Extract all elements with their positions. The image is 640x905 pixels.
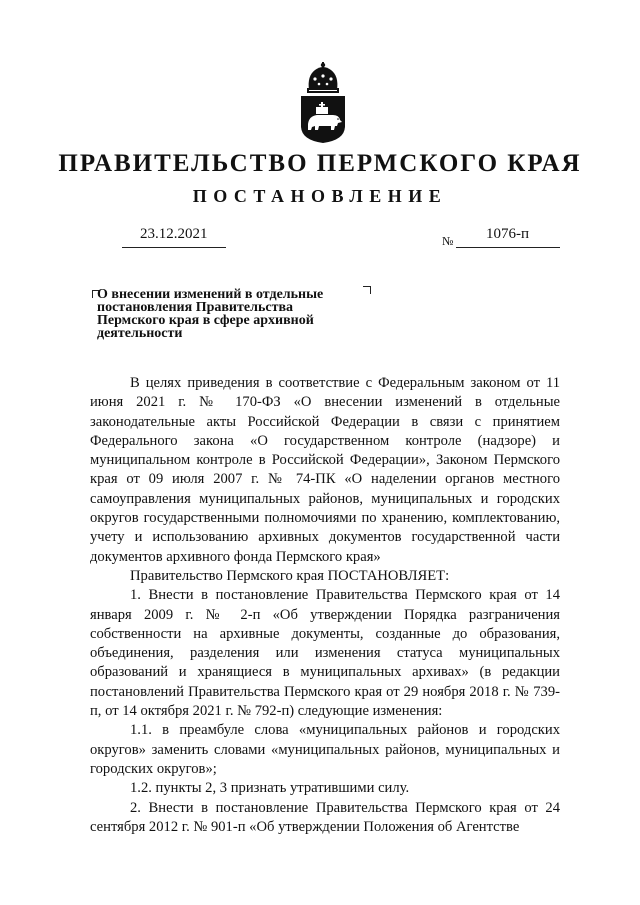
date-underline <box>122 247 226 248</box>
document-body <box>90 374 560 837</box>
number-label: № <box>442 234 454 248</box>
document-date: 23.12.2021 <box>140 226 208 242</box>
body-paragraph: Правительство Пермского края ПОСТАНОВЛЯЕТ: <box>130 567 450 584</box>
document-type: ПОСТАНОВЛЕНИЕ <box>192 186 448 206</box>
body-paragraph: 1.2. пункты 2, 3 признать утратившими силу. <box>130 780 410 797</box>
coat-of-arms-icon <box>299 62 347 144</box>
authority-title: ПРАВИТЕЛЬСТВО ПЕРМСКОГО КРАЯ <box>58 150 582 177</box>
document-number: 1076-п <box>486 226 530 242</box>
document-subject: О внесении изменений в отдельные постановления Правительства Пермского края в сфере архивной деятельности <box>97 287 324 341</box>
number-underline <box>456 247 560 248</box>
body-paragraph: 2. Внести в постановление Правительства Пермского края от 24 сентября 2012 г. № 901-п «Об утверждении Положения об Агентстве <box>90 799 560 835</box>
body-paragraph: 1. Внести в постановление Правительства Пермского края от 14 января 2009 г. № 2-п «Об утверждении Порядка разграничения собственности на архивные документы, созданные до образования, объединения, разделения или изменения статуса муниципальных образований и хранящиеся в муниципальных архивах» (в редакции постановлений Правительства Пермского края от 29 ноября 2018 г. № 739-п, от 14 октября 2021 г. № 792-п) следующие изменения: <box>90 587 560 720</box>
body-paragraph: 1.1. в преамбуле слова «муниципальных районов и городских округов» заменить словами «муниципальных районов, муниципальных и городских округов»; <box>90 722 560 777</box>
subject-bracket-right <box>363 286 371 294</box>
body-paragraph: В целях приведения в соответствие с Федеральным законом от 11 июня 2021 г. № 170-ФЗ «О внесении изменений в отдельные законодательные акты Российской Федерации в связи с принятием Федерального закона «О государственном контроле (надзоре) и муниципальном контроле в Российской Федерации», Законом Пермского края от 09 июля 2007 г. № 74-ПК «О наделении органов местного самоуправления муниципальных районов, муниципальных и городских округов государственными полномочиями по хранению, комплектованию, учету и использованию архивных документов государственной части документов архивного фонда Пермского края» <box>90 375 560 565</box>
